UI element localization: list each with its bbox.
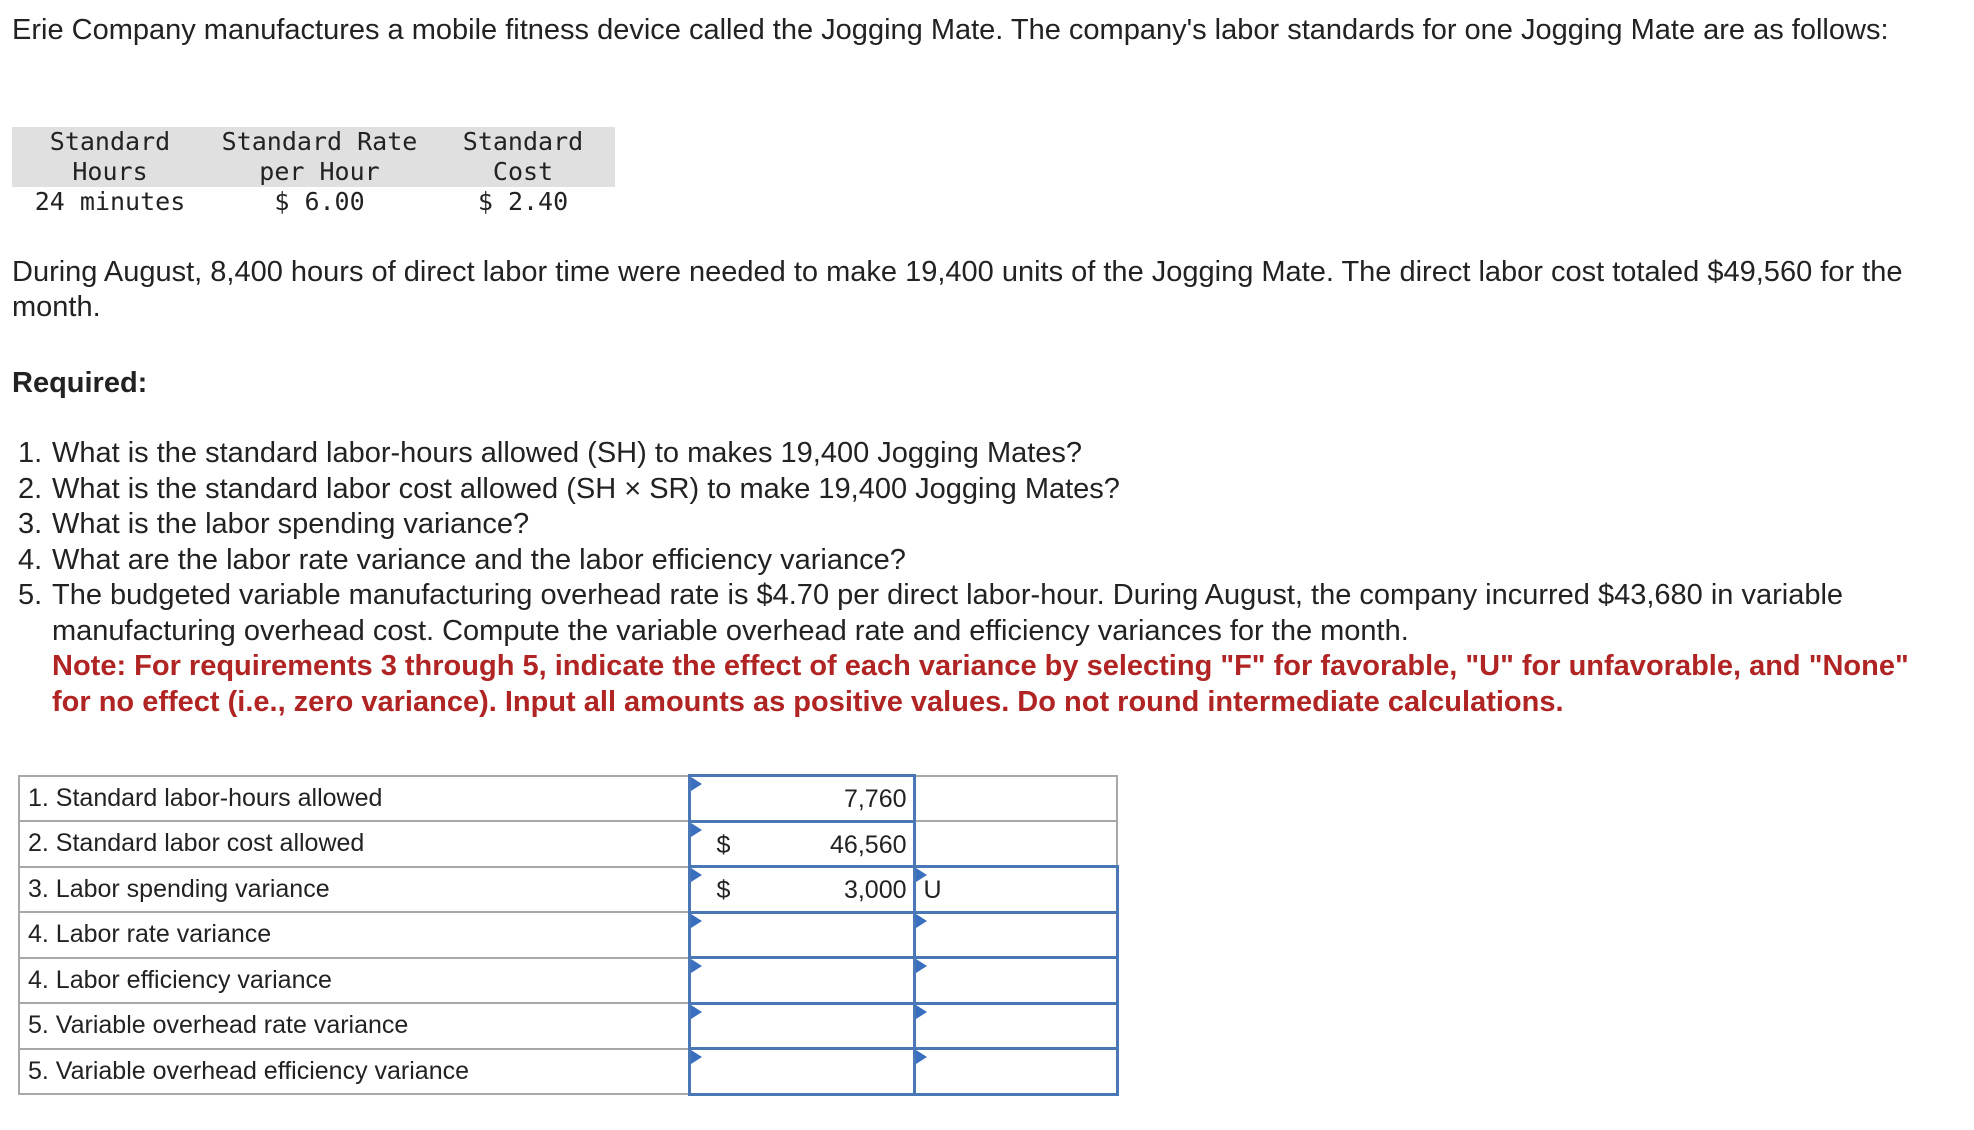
answer-label: 2. Standard labor cost allowed (19, 821, 689, 867)
header-standard-hours: Standard Hours (49, 127, 171, 186)
answer-input-rate-variance[interactable] (689, 912, 914, 958)
answer-table (18, 774, 1119, 1096)
labor-standards-table (12, 127, 615, 217)
standards-header-row (12, 127, 615, 187)
effect-cell (914, 821, 1117, 867)
dropdown-marker-icon (916, 959, 927, 973)
dropdown-marker-icon (691, 823, 702, 837)
effect-select-voh-rate-variance[interactable] (914, 1003, 1117, 1049)
answer-input-standard-cost[interactable]: $ 46,560 (689, 821, 914, 867)
dropdown-marker-icon (691, 868, 702, 882)
answer-input-standard-hours[interactable]: 7,760 (689, 776, 914, 822)
intro-text: Erie Company manufactures a mobile fitness device called the Jogging Mate. The company's labor standards for one Jogging Mate are as follows: (12, 14, 1889, 46)
answer-label: 1. Standard labor-hours allowed (19, 776, 689, 822)
answer-input-voh-rate-variance[interactable] (689, 1003, 914, 1049)
table-row (19, 1003, 1117, 1049)
effect-select-efficiency-variance[interactable] (914, 958, 1117, 1004)
value-standard-cost: $ 2.40 (477, 187, 569, 216)
list-item: 2. What is the standard labor cost allowed (SH × SR) to make 19,400 Jogging Mates? (18, 472, 1120, 505)
table-row (19, 958, 1117, 1004)
answer-label: 5. Variable overhead rate variance (19, 1003, 689, 1049)
answer-label: 4. Labor rate variance (19, 912, 689, 958)
table-row (19, 912, 1117, 958)
value-standard-hours: 24 minutes (34, 187, 186, 216)
answer-input-voh-efficiency-variance[interactable] (689, 1049, 914, 1095)
answer-input-spending-variance[interactable]: $ 3,000 (689, 867, 914, 913)
list-item: 5. The budgeted variable manufacturing overhead rate is $4.70 per direct labor-hour. During August, the company incurred $43,680 in variable manufacturing overhead cost. Compute the variable overhead rate and efficiency variances for the month. Note: For requirements 3 through 5, indicate the effect of each variance by selecting "F" for favorable, "U" for unfavorable, and "None" for no effect (i.e., zero variance). Input all amounts as positive values. Do not round intermediate calculations. (18, 579, 1909, 718)
standards-value-row (12, 187, 615, 217)
value-standard-rate: $ 6.00 (274, 187, 365, 216)
dropdown-marker-icon (916, 1050, 927, 1064)
dropdown-marker-icon (691, 959, 702, 973)
list-item: 1. What is the standard labor-hours allowed (SH) to makes 19,400 Jogging Mates? (18, 437, 1083, 469)
answer-input-efficiency-variance[interactable] (689, 958, 914, 1004)
answer-label: 4. Labor efficiency variance (19, 958, 689, 1004)
effect-select-spending-variance[interactable]: U (914, 867, 1117, 913)
table-row (19, 867, 1117, 913)
answer-label: 3. Labor spending variance (19, 867, 689, 913)
effect-select-voh-efficiency-variance[interactable] (914, 1049, 1117, 1095)
header-standard-cost: Standard Cost (462, 127, 584, 186)
effect-select-rate-variance[interactable] (914, 912, 1117, 958)
dropdown-marker-icon (691, 1050, 702, 1064)
answer-label: 5. Variable overhead efficiency variance (19, 1049, 689, 1095)
list-item: 3. What is the labor spending variance? (18, 508, 530, 540)
dropdown-marker-icon (916, 1005, 927, 1019)
table-row (19, 821, 1117, 867)
header-standard-rate: Standard Rate per Hour (221, 127, 418, 186)
dropdown-marker-icon (916, 914, 927, 928)
table-row (19, 1049, 1117, 1095)
dropdown-marker-icon (691, 914, 702, 928)
instruction-note: Note: For requirements 3 through 5, indicate the effect of each variance by selecting "F" for favorable, "U" for unfavorable, and "None" for no effect (i.e., zero variance). Input all amounts as positive values. Do not round intermediate calculations. (52, 650, 1909, 718)
table-row (19, 776, 1117, 822)
required-heading: Required: (12, 367, 148, 399)
list-item: 4. What are the labor rate variance and the labor efficiency variance? (18, 543, 906, 576)
august-data-text: During August, 8,400 hours of direct labor time were needed to make 19,400 units of the Jogging Mate. The direct labor cost totaled $49,560 for the month. (12, 256, 1903, 323)
requirements-list (18, 436, 1948, 720)
dropdown-marker-icon (691, 777, 702, 791)
effect-cell (914, 776, 1117, 822)
dropdown-marker-icon (691, 1005, 702, 1019)
